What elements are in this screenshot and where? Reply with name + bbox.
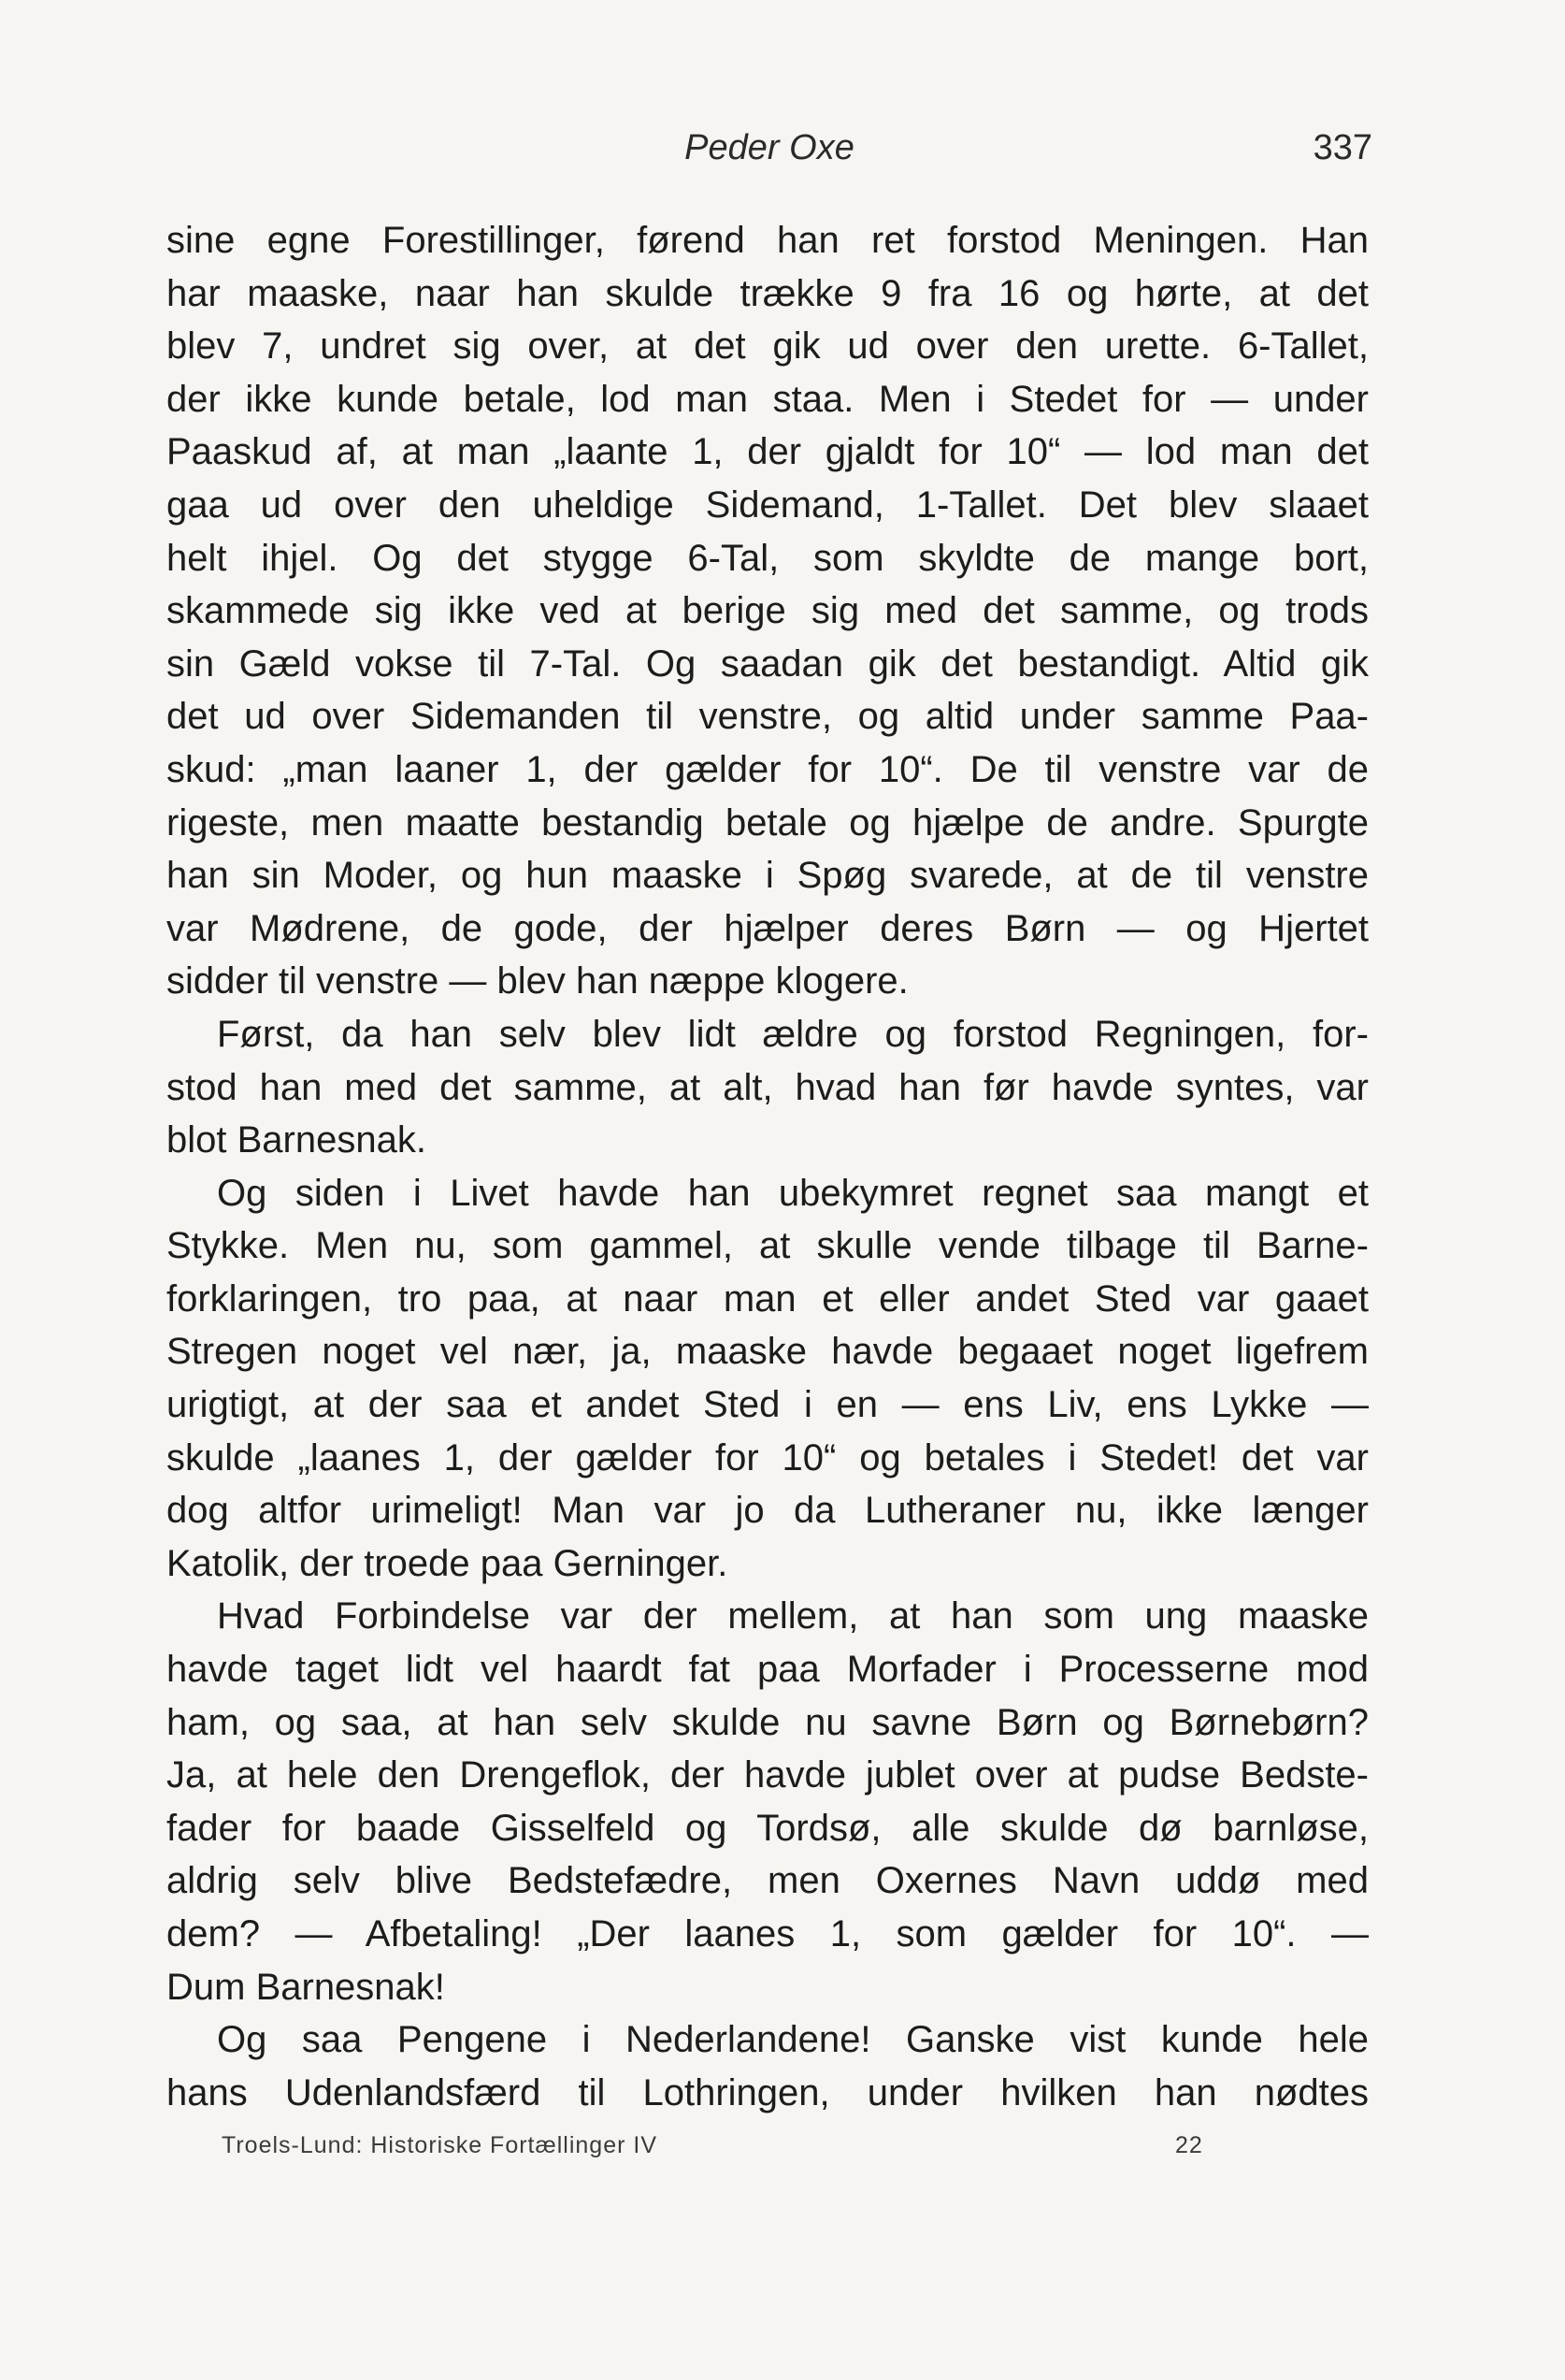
- text-line: skulde „laanes 1, der gælder for 10“ og betales i Stedet! det var: [166, 1436, 1369, 1478]
- text-line: fader for baade Gisselfeld og Tordsø, alle skulde dø barnløse,: [166, 1807, 1369, 1849]
- text-line: har maaske, naar han skulde trække 9 fra 16 og hørte, at det: [166, 272, 1369, 314]
- paragraph-first-line: Først, da han selv blev lidt ældre og forstod Regningen, for-: [217, 1013, 1369, 1055]
- page-number: 337: [1313, 128, 1372, 167]
- text-line: havde taget lidt vel haardt fat paa Morfader i Processerne mod: [166, 1649, 1369, 1691]
- text-line: Stykke. Men nu, som gammel, at skulle vende tilbage til Barne-: [166, 1225, 1369, 1267]
- text-line: stod han med det samme, at alt, hvad han før havde syntes, var: [166, 1066, 1369, 1108]
- text-line: Ja, at hele den Drengeflok, der havde jublet over at pudse Bedste-: [166, 1754, 1369, 1796]
- text-line: urigtigt, at der saa et andet Sted i en — ens Liv, ens Lykke —: [166, 1384, 1369, 1426]
- text-line: aldrig selv blive Bedstefædre, men Oxernes Navn uddø med: [166, 1860, 1369, 1902]
- footer-reference: Troels-Lund: Historiske Fortællinger IV: [222, 2132, 657, 2158]
- text-line: dem? — Afbetaling! „Der laanes 1, som gælder for 10“. —: [166, 1913, 1369, 1954]
- page-footer: [222, 2132, 1203, 2170]
- body-text: [166, 214, 1369, 2119]
- text-line: var Mødrene, de gode, der hjælper deres Børn — og Hjertet: [166, 907, 1369, 949]
- running-head: [166, 124, 1372, 171]
- text-line: Dum Barnesnak!: [166, 1966, 445, 2008]
- text-line: Paaskud af, at man „laante 1, der gjaldt for 10“ — lod man det: [166, 431, 1369, 473]
- text-line: hans Udenlandsfærd til Lothringen, under hvilken han nødtes: [166, 2071, 1369, 2113]
- text-line: skud: „man laaner 1, der gælder for 10“. De til venstre var de: [166, 748, 1369, 790]
- text-line: helt ihjel. Og det stygge 6-Tal, som skyldte de mange bort,: [166, 537, 1369, 579]
- text-line: der ikke kunde betale, lod man staa. Men i Stedet for — under: [166, 378, 1369, 420]
- text-line: sin Gæld vokse til 7-Tal. Og saadan gik det bestandigt. Altid gik: [166, 642, 1369, 685]
- text-line: blot Barnesnak.: [166, 1119, 426, 1161]
- text-line: han sin Moder, og hun maaske i Spøg svarede, at de til venstre: [166, 855, 1369, 897]
- text-line: dog altfor urimeligt! Man var jo da Lutheraner nu, ikke længer: [166, 1490, 1369, 1532]
- running-title: Peder Oxe: [684, 128, 854, 167]
- text-line: ham, og saa, at han selv skulde nu savne Børn og Børnebørn?: [166, 1701, 1369, 1743]
- text-line: gaa ud over den uheldige Sidemand, 1-Tallet. Det blev slaaet: [166, 483, 1369, 526]
- text-line: Katolik, der troede paa Gerninger.: [166, 1542, 728, 1584]
- text-line: blev 7, undret sig over, at det gik ud over den urette. 6-Tallet,: [166, 325, 1369, 368]
- text-line: Stregen noget vel nær, ja, maaske havde begaaet noget ligefrem: [166, 1331, 1369, 1373]
- signature-mark: 22: [1175, 2132, 1203, 2158]
- text-line: det ud over Sidemanden til venstre, og altid under samme Paa-: [166, 696, 1369, 738]
- text-line: skammede sig ikke ved at berige sig med det samme, og trods: [166, 590, 1369, 632]
- text-line: forklaringen, tro paa, at naar man et eller andet Sted var gaaet: [166, 1277, 1369, 1320]
- paragraph-first-line: Og siden i Livet havde han ubekymret regnet saa mangt et: [217, 1172, 1369, 1214]
- paragraph-first-line: Hvad Forbindelse var der mellem, at han som ung maaske: [217, 1595, 1369, 1637]
- text-line: sidder til venstre — blev han næppe klogere.: [166, 960, 909, 1002]
- paragraph-first-line: Og saa Pengene i Nederlandene! Ganske vist kunde hele: [217, 2019, 1369, 2061]
- text-line: rigeste, men maatte bestandig betale og hjælpe de andre. Spurgte: [166, 801, 1369, 844]
- text-line: sine egne Forestillinger, førend han ret forstod Meningen. Han: [166, 220, 1369, 261]
